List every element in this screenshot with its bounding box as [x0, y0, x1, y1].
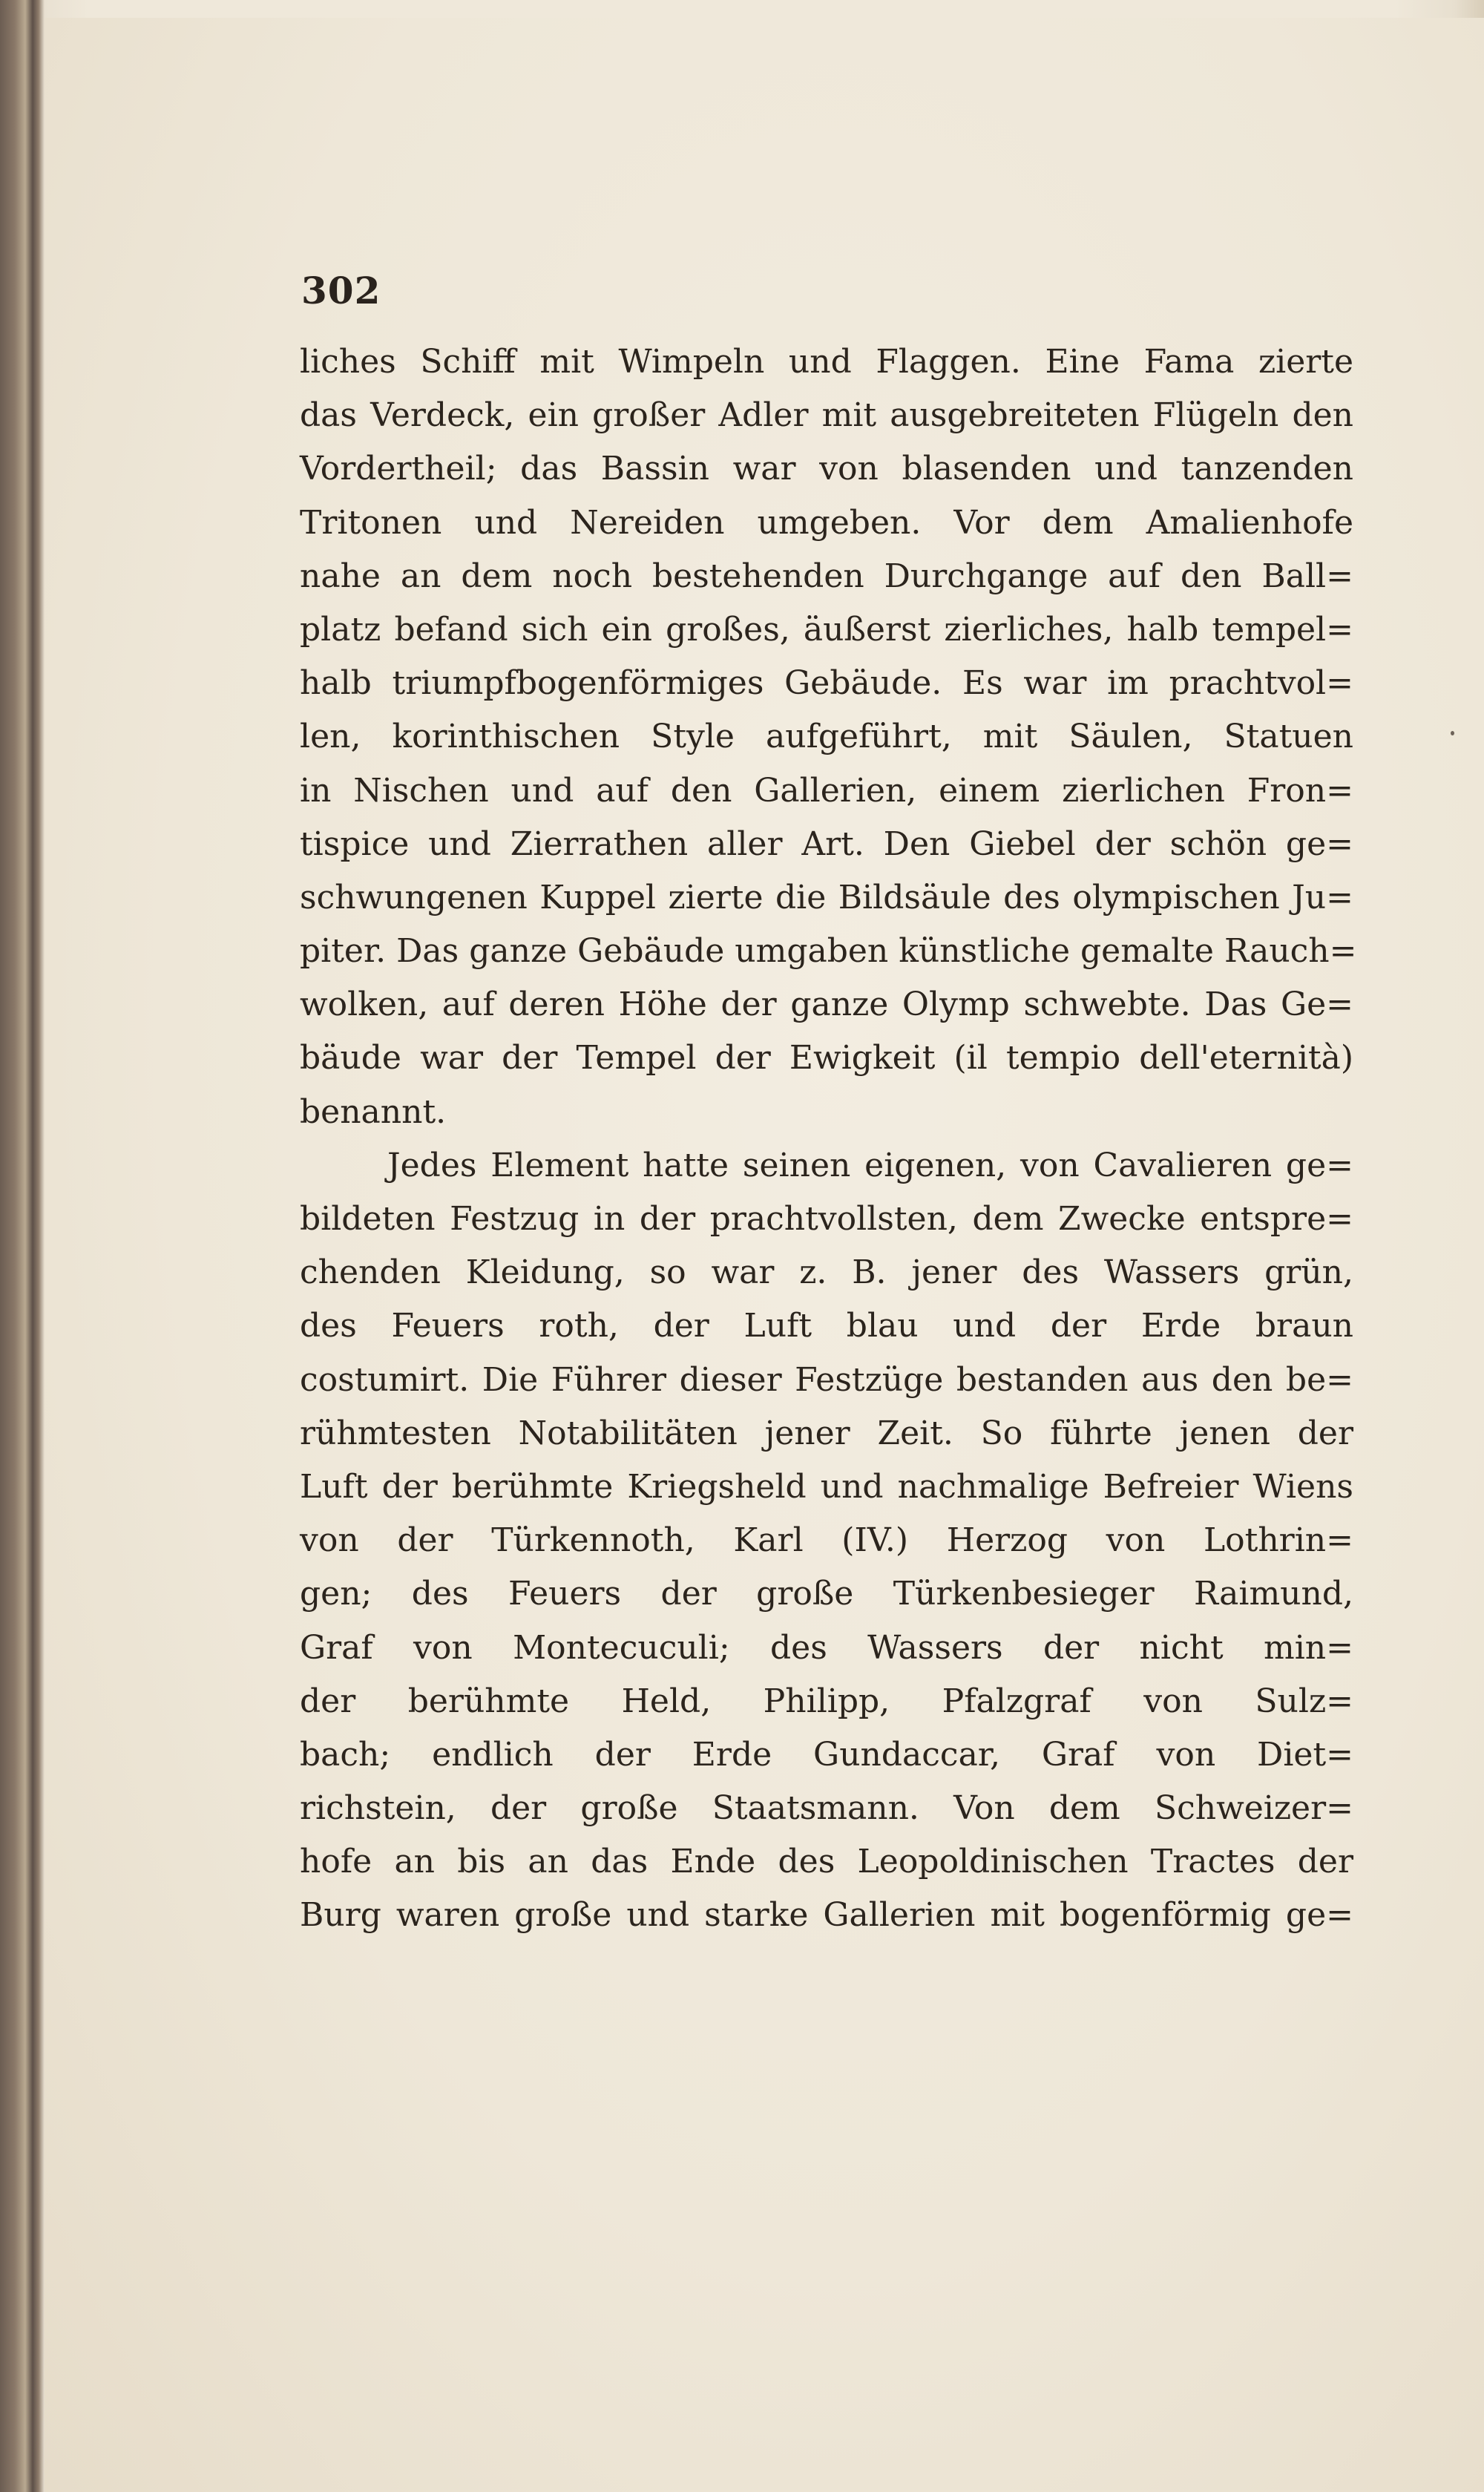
text-line: Jedes Element hatte seinen eigenen, von Cavalieren ge= — [387, 1146, 1353, 1184]
text-line: piter. Das ganze Gebäude umgaben künstliche gemalte Rauch= — [300, 932, 1357, 971]
text-line: rühmtesten Notabilitäten jener Zeit. So führte jenen der — [300, 1414, 1353, 1452]
text-line: nahe an dem noch bestehenden Durchgange auf den Ball= — [300, 557, 1353, 595]
text-line: halb triumpfbogenförmiges Gebäude. Es war im prachtvol= — [300, 664, 1353, 703]
text-line: richstein, der große Staatsmann. Von dem Schweizer= — [300, 1789, 1353, 1828]
page-sheet — [45, 18, 1484, 2492]
text-line: das Verdeck, ein großer Adler mit ausgebreiteten Flügeln den — [300, 396, 1353, 435]
text-line: Burg waren große und starke Gallerien mit bogenförmig ge= — [300, 1896, 1353, 1935]
text-line: Luft der berühmte Kriegsheld und nachmalige Befreier Wiens — [300, 1467, 1353, 1506]
text-line: chenden Kleidung, so war z. B. jener des Wassers grün, — [300, 1253, 1353, 1292]
text-line: costumirt. Die Führer dieser Festzüge bestanden aus den be= — [300, 1360, 1353, 1399]
text-line: Vordertheil; das Bassin war von blasenden und tanzenden — [300, 450, 1353, 488]
text-line: des Feuers roth, der Luft blau und der Erde braun — [300, 1307, 1353, 1345]
text-line: tispice und Zierrathen aller Art. Den Giebel der schön ge= — [300, 824, 1353, 863]
text-line: schwungenen Kuppel zierte die Bildsäule des olympischen Ju= — [300, 878, 1353, 917]
paragraph-1 — [300, 335, 1357, 1139]
text-line: hofe an bis an das Ende des Leopoldinischen Tractes der — [300, 1843, 1353, 1881]
body-text — [300, 335, 1357, 1943]
text-line: gen; des Feuers der große Türkenbesieger Raimund, — [300, 1575, 1353, 1613]
text-line: len, korinthischen Style aufgeführt, mit Säulen, Statuen — [300, 718, 1353, 756]
text-line: von der Türkennoth, Karl (IV.) Herzog von Lothrin= — [300, 1521, 1353, 1560]
text-line: wolken, auf deren Höhe der ganze Olymp schwebte. Das Ge= — [300, 986, 1353, 1024]
paragraph-2 — [300, 1139, 1353, 1943]
text-line: bildeten Festzug in der prachtvollsten, dem Zwecke entspre= — [300, 1200, 1353, 1238]
text-line: der berühmte Held, Philipp, Pfalzgraf von Sulz= — [300, 1682, 1353, 1720]
text-line: Tritonen und Nereiden umgeben. Vor dem Amalienhofe — [300, 503, 1353, 542]
ink-speck — [1451, 731, 1454, 735]
text-line: Graf von Montecuculi; des Wassers der nicht min= — [300, 1628, 1353, 1667]
page-number: 302 — [301, 269, 381, 312]
text-line: platz befand sich ein großes, äußerst zierliches, halb tempel= — [300, 610, 1353, 649]
text-line: benannt. — [300, 1092, 447, 1131]
text-line: in Nischen und auf den Gallerien, einem zierlichen Fron= — [300, 771, 1353, 810]
text-line: bäude war der Tempel der Ewigkeit (il tempio dell'eternità) — [300, 1039, 1353, 1078]
text-line: liches Schiff mit Wimpeln und Flaggen. Eine Fama zierte — [300, 343, 1353, 381]
text-line: bach; endlich der Erde Gundaccar, Graf von Diet= — [300, 1735, 1353, 1774]
